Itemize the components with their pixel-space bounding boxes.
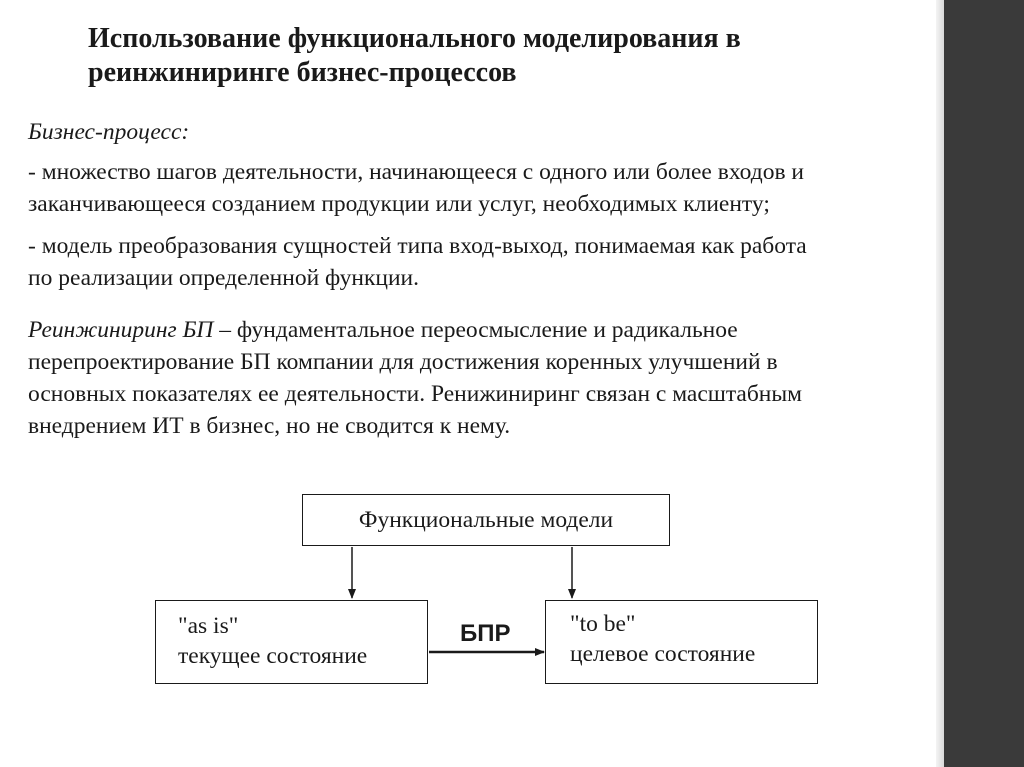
slide-title	[88, 22, 908, 90]
reengineering-line-4: внедрением ИТ в бизнес, но не сводится к нему.	[28, 413, 511, 439]
as-is-box	[155, 600, 428, 684]
as-is-description: текущее состояние	[178, 643, 368, 669]
definition-1-line-1: - множество шагов деятельности, начинающееся с одного или более входов и	[28, 159, 805, 185]
to-be-box	[545, 600, 818, 684]
business-process-subhead: Бизнес-процесс:	[28, 119, 190, 145]
to-be-description: целевое состояние	[570, 641, 756, 667]
to-be-label: "to be"	[570, 611, 636, 637]
title-line-2: реинжиниринге бизнес-процессов	[88, 57, 517, 88]
reengineering-line-1-rest: фундаментальное переосмысление и радикальное	[231, 317, 738, 343]
bpr-transition-label: БПР	[460, 620, 511, 647]
reengineering-term: Реинжиниринг БП –	[28, 317, 232, 343]
definition-1	[28, 156, 978, 220]
reengineering-line-1	[28, 314, 978, 346]
reengineering-definition	[28, 314, 978, 442]
definition-1-line-2: заканчивающееся созданием продукции или услуг, необходимых клиенту;	[28, 191, 770, 217]
reengineering-line-3: основных показателях ее деятельности. Ренижиниринг связан с масштабным	[28, 381, 803, 407]
as-is-label: "as is"	[178, 613, 239, 639]
reengineering-line-2: перепроектирование БП компании для достижения коренных улучшений в	[28, 349, 778, 375]
definition-2-line-2: по реализации определенной функции.	[28, 265, 420, 291]
title-line-1: Использование функционального моделирования в	[88, 23, 741, 54]
definition-2	[28, 230, 978, 294]
functional-models-label: Функциональные модели	[358, 507, 614, 533]
definition-2-line-1: - модель преобразования сущностей типа вход-выход, понимаемая как работа	[28, 233, 807, 259]
functional-models-box	[302, 494, 670, 546]
